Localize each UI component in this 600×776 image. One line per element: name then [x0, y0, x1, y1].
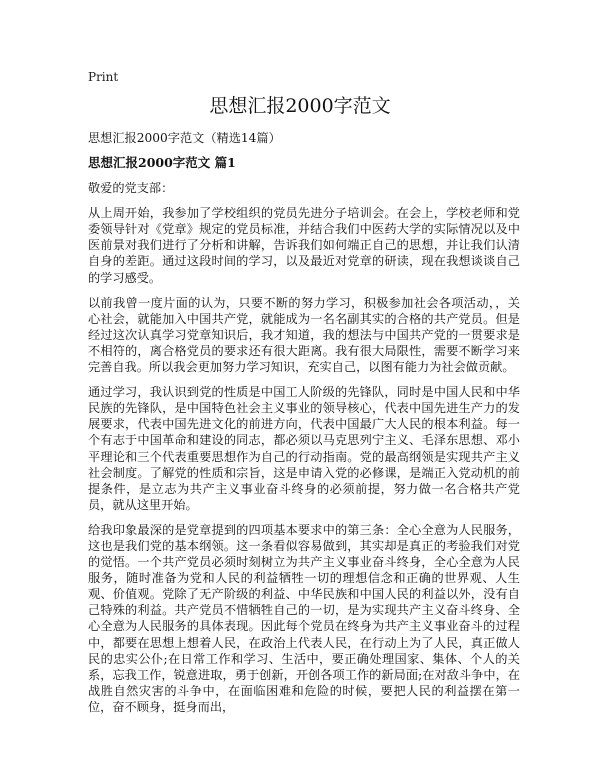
- paragraph-2: 以前我曾一度片面的认为，只要不断的努力学习，积极参加社会各项活动，，关心社会，就能加入中国共产党，就能成为一名名副其实的合格的共产党员。但是经过这次认真学习党章知识后，我才知道，我的想法与中国共产党的一贯要求是不相符的，离合格党员的要求还有很大距离。我有很大局限性，需要不断学习来完善自我。所以我会更加努力学习知识，充实自己，以图有能力为社会做贡献。: [88, 295, 520, 375]
- paragraph-1: 从上周开始，我参加了学校组织的党员先进分子培训会。在会上，学校老师和党委领导针对《党章》规定的党员标准，并结合我们中医药大学的实际情况以及中医前景对我们进行了分析和讲解，告诉我们如何端正自己的思想，并让我们认清自身的差距。通过这段时间的学习，以及最近对党章的研读，现在我想谈谈自己的学习感受。: [88, 206, 520, 285]
- print-label: Print: [88, 70, 119, 84]
- paragraph-4: 给我印象最深的是党章提到的四项基本要求中的第三条：全心全意为人民服务，这也是我们党的基本纲领。这一条看似容易做到，其实却是真正的考验我们对党的觉悟。一个共产党员必须时刻树立为共产主义事业奋斗终身，全心全意为人民服务，随时准备为党和人民的利益牺牲一切的理想信念和正确的世界观、人生观、价值观。党除了无产阶级的利益、中华民族和中国人民的利益以外，没有自己特殊的利益。共产党员不惜牺牲自己的一切，是为实现共产主义奋斗终身、全心全意为人民服务的具体表现。因此每个党员在终身为共产主义事业奋斗的过程中，都要在思想上想着人民，在政治上代表人民，在行动上为了人民，真正做人民的忠实公仆;在日常工作和学习、生活中，要正确处理国家、集体、个人的关系，忘我工作，锐意进取，勇于创新，开创各项工作的新局面;在对敌斗争中，在战胜自然灾害的斗争中，在面临困难和危险的时候，要把人民的利益摆在第一位，奋不顾身，挺身而出，: [88, 522, 520, 714]
- document-subtitle: 思想汇报2000字范文（精选14篇）: [88, 131, 281, 145]
- paragraph-3: 通过学习，我认识到党的性质是中国工人阶级的先锋队，同时是中国人民和中华民族的先锋队，是中国特色社会主义事业的领导核心，代表中国先进生产力的发展要求，代表中国先进文化的前进方向，代表中国最广大人民的根本利益。每一个有志于中国革命和建设的同志，都必须以马克思列宁主义、毛泽东思想、邓小平理论和三个代表重要思想作为自己的行动指南。党的最高纲领是实现共产主义社会制度。了解党的性质和宗旨，这是申请入党的必修课，是端正入党动机的前提条件，是立志为共产主义事业奋斗终身的必须前提，努力做一名合格共产党员，就从这里开始。: [88, 385, 520, 512]
- salutation: 敬爱的党支部：: [88, 181, 174, 196]
- section-heading: 思想汇报2000字范文 篇1: [88, 155, 236, 171]
- document-title: 思想汇报2000字范文: [209, 95, 391, 117]
- document-body: [88, 130, 520, 724]
